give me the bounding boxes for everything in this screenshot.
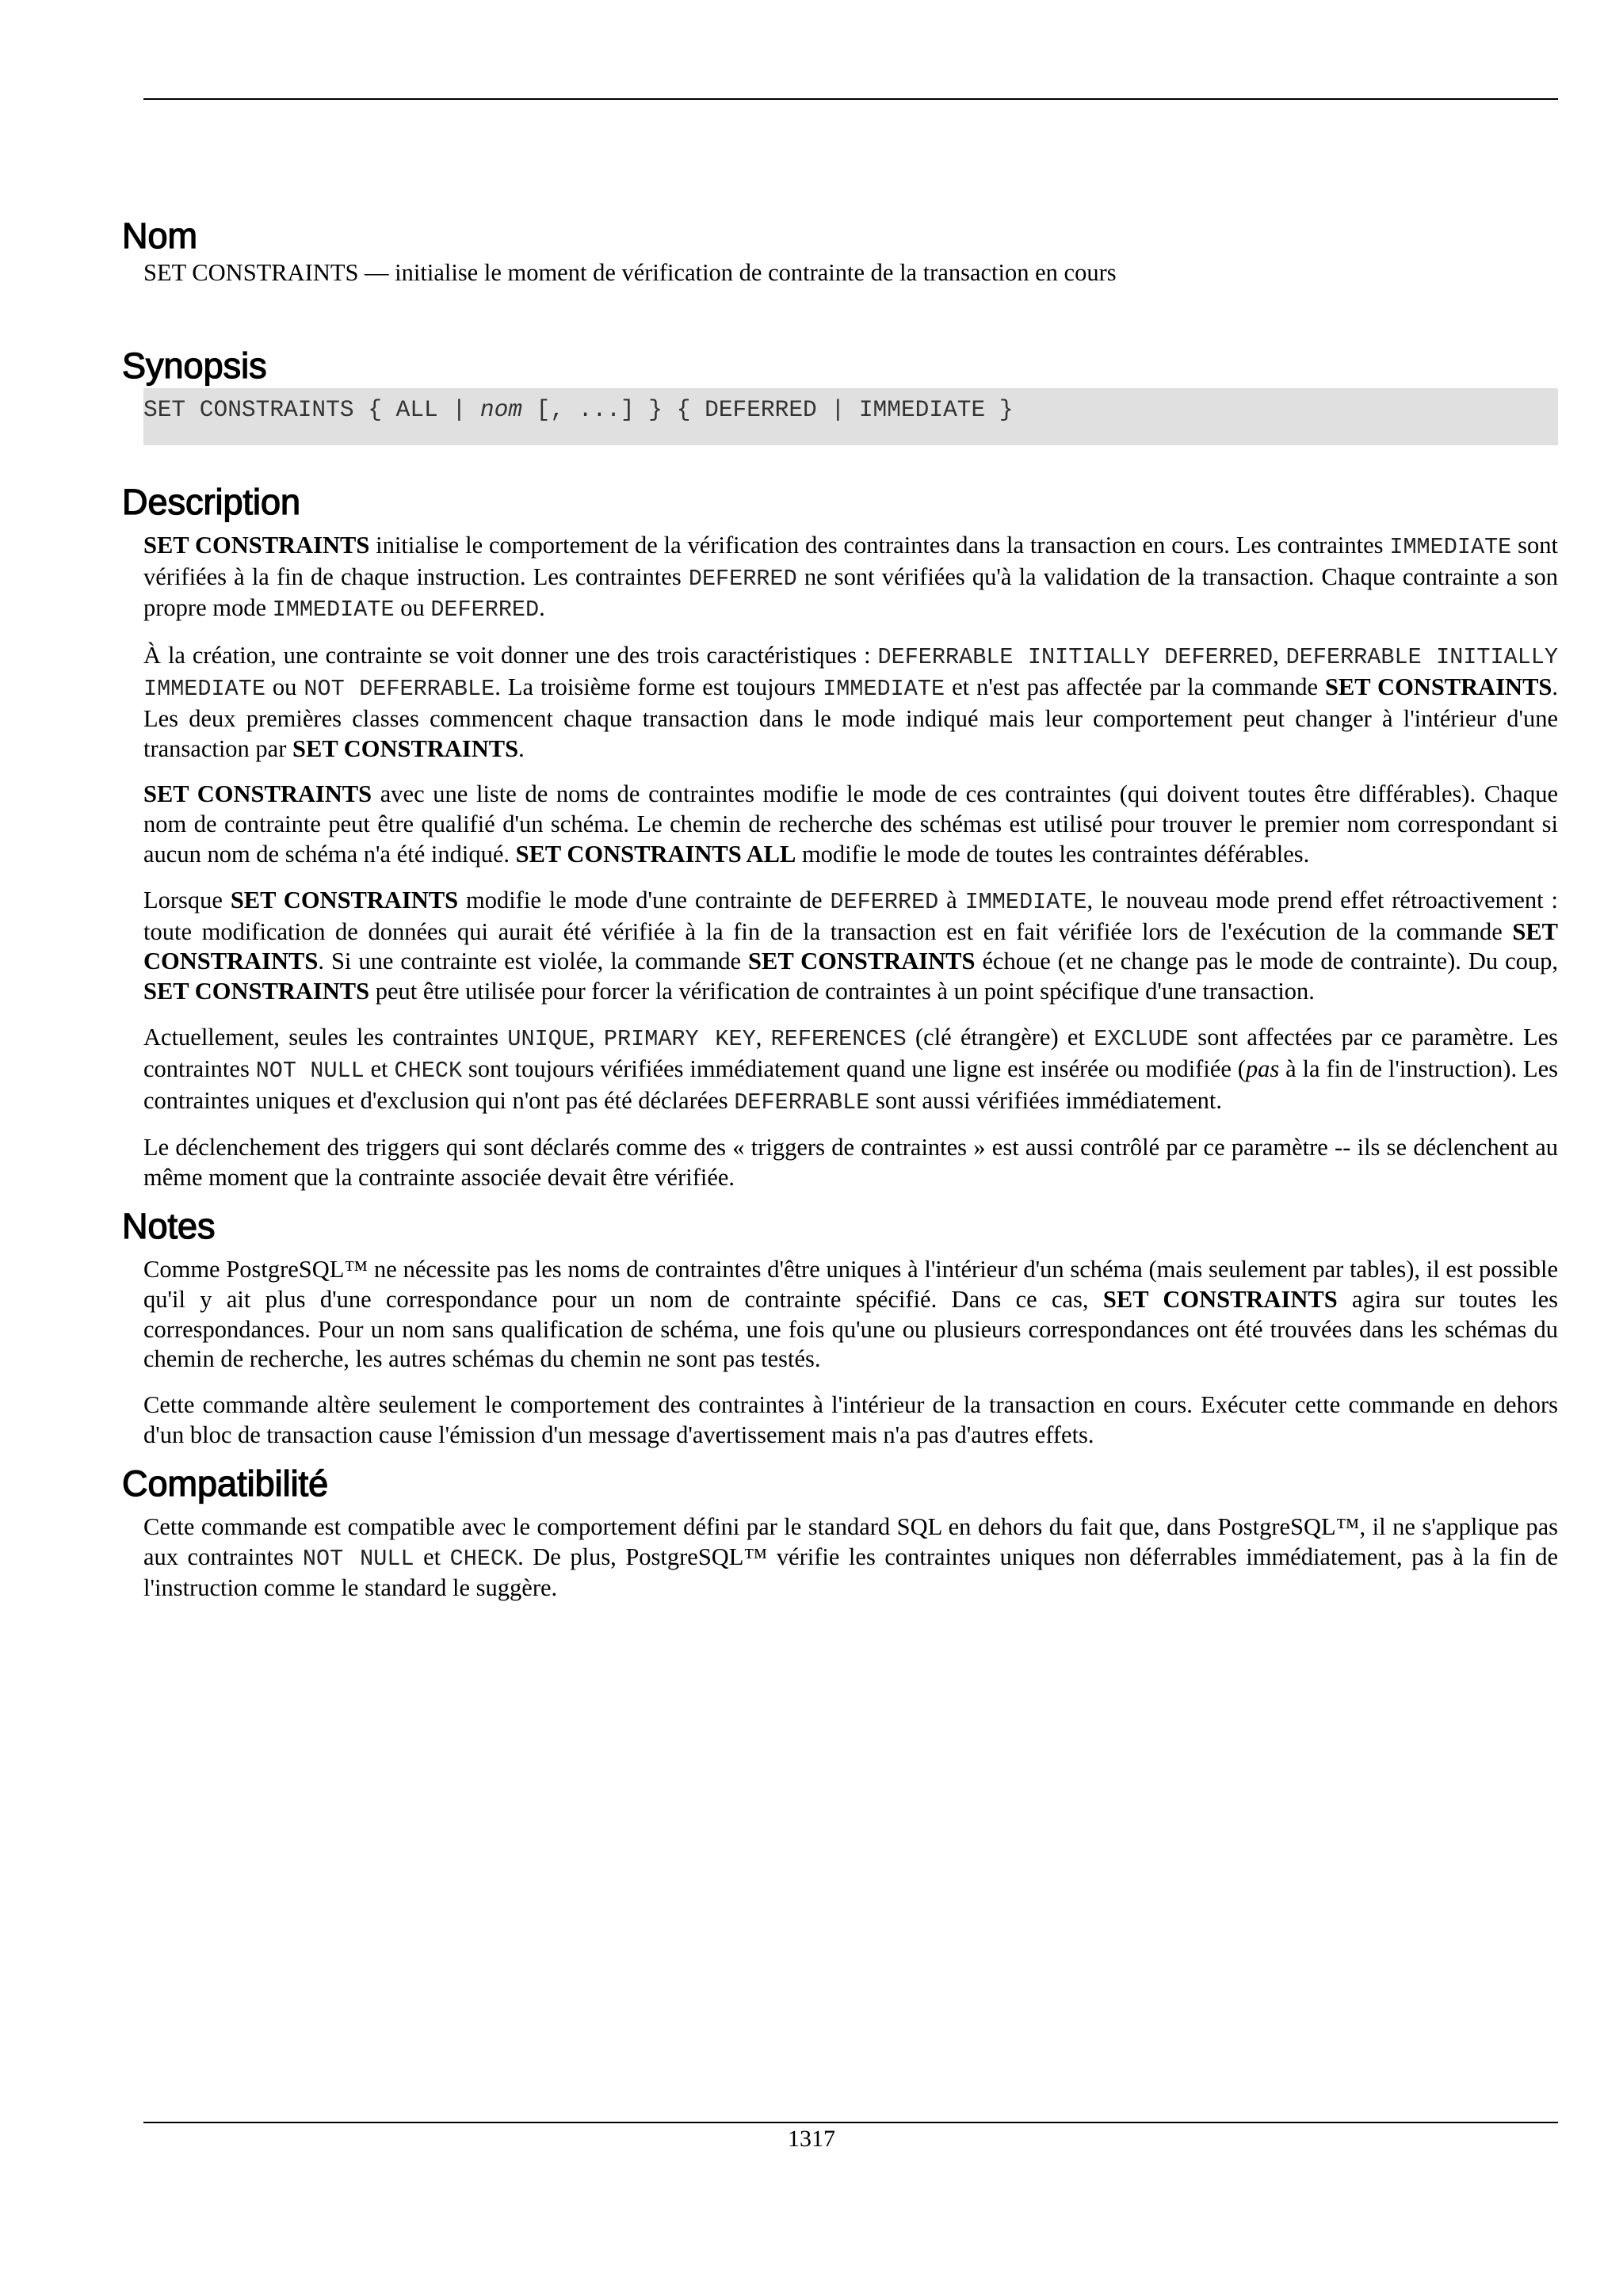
code-literal: CHECK <box>394 1057 463 1084</box>
text-run: . Les deux premières classes commencent chaque transaction dans le mode indiqué mais leur comportement peut changer à l'intérieur d'une transaction par <box>143 673 1559 762</box>
text-run: sont toujours vérifiées immédiatement quand une ligne est insérée ou modifiée ( <box>462 1055 1246 1082</box>
text-run: . La troisième forme est toujours <box>495 673 823 700</box>
notes-paragraph-1 <box>143 1255 1558 1375</box>
heading-description: Description <box>122 481 301 522</box>
text-run: ne sont vérifiées qu'à la validation de la transaction. Chaque contrainte a son propre mode <box>143 563 1558 622</box>
nom-text: SET CONSTRAINTS — initialise le moment de vérification de contrainte de la transaction en cours <box>143 259 1117 286</box>
code-literal: NOT NULL <box>302 1545 414 1572</box>
code-literal: DEFERRED <box>688 565 797 592</box>
text-run: (clé étrangère) et <box>906 1023 1094 1051</box>
text-run: modifie le mode de toutes les contraintes déférables. <box>796 840 1310 868</box>
header-rule <box>143 98 1558 100</box>
code-literal: REFERENCES <box>770 1025 907 1052</box>
cmd-name: SET CONSTRAINTS ALL <box>515 840 796 868</box>
text-run: échoue (et ne change pas le mode de contrainte). Du coup, <box>975 948 1559 975</box>
cmd-name: SET CONSTRAINTS <box>748 948 976 975</box>
text-run: et <box>364 1055 395 1082</box>
heading-nom: Nom <box>122 215 198 256</box>
code-literal: DEFERRED <box>830 888 939 915</box>
notes-paragraph-2: Cette commande altère seulement le comportement des contraintes à l'intérieur de la transaction en cours. Exécuter cette commande en dehors d'un bloc de transaction cause l'émission d'un message d'avertissement mais n'a pas d'autres effets. <box>143 1391 1558 1448</box>
heading-compatibility: Compatibilité <box>122 1463 329 1504</box>
description-paragraph-1 <box>143 531 1558 625</box>
text-run: Comme PostgreSQL™ ne nécessite pas les noms de contraintes d'être uniques à l'intérieur d'un schéma (mais seulement par tables), il est possible qu'il y ait plus d'une correspondance pour un nom de contrainte spécifié. Dans ce cas, <box>143 1255 1558 1313</box>
description-paragraph-3 <box>143 780 1558 869</box>
description-paragraph-4 <box>143 886 1558 1007</box>
code-literal: DEFERRABLE <box>734 1089 870 1116</box>
compat-paragraph-1 <box>143 1512 1558 1604</box>
text-run: Cette commande est compatible avec le comportement défini par le standard SQL en dehors du fait que, dans PostgreSQL™, il ne s'applique pas aux contraintes <box>143 1512 1558 1570</box>
code-literal: IMMEDIATE <box>964 888 1087 915</box>
cmd-name: SET CONSTRAINTS <box>143 978 370 1005</box>
cmd-name: SET CONSTRAINTS <box>292 734 519 762</box>
cmd-name: SET CONSTRAINTS <box>1324 673 1552 700</box>
page-number: 1317 <box>788 2126 835 2152</box>
text-run: avec une liste de noms de contraintes modifie le mode de ces contraintes (qui doivent toutes être différables). Chaque nom de contrainte peut être qualifié d'un schéma. Le chemin de recherche des schémas est utilisé pour trouver le premier nom correspondant si aucun nom de schéma n'a été indiqué. <box>143 780 1559 868</box>
code-literal: CHECK <box>449 1545 518 1572</box>
code-literal: DEFERRABLE INITIALLY IMMEDIATE <box>143 644 1559 702</box>
text-run: , <box>755 1023 771 1051</box>
synopsis-code-prefix: SET CONSTRAINTS { ALL | <box>143 395 480 423</box>
synopsis-code-block <box>143 388 1558 445</box>
text-run: modifie le mode d'une contrainte de <box>458 886 831 913</box>
text-run: . De plus, PostgreSQL™ vérifie les contraintes uniques non déferrables immédiatement, pas à la fin de l'instruction comme le standard le suggère. <box>143 1543 1558 1602</box>
cmd-name: SET CONSTRAINTS <box>143 917 1558 975</box>
text-run: . <box>518 734 525 762</box>
text-run: . <box>539 594 545 622</box>
cmd-name: SET CONSTRAINTS <box>143 780 372 808</box>
text-run: ou <box>394 594 431 622</box>
text-run: À la création, une contrainte se voit donner une des trois caractéristiques : <box>143 642 878 669</box>
text-run: . Si une contrainte est violée, la commande <box>318 948 749 975</box>
text-run: et <box>414 1543 450 1570</box>
page-content <box>122 214 1559 1604</box>
code-literal: DEFERRED <box>430 597 540 624</box>
code-literal: IMMEDIATE <box>1389 533 1512 560</box>
emphasis: pas <box>1245 1055 1280 1082</box>
text-run: ou <box>265 673 304 700</box>
code-literal: IMMEDIATE <box>272 597 395 624</box>
code-literal: PRIMARY KEY <box>603 1025 756 1052</box>
text-run: sont affectées par ce paramètre. Les contraintes <box>143 1023 1559 1082</box>
text-run: et n'est pas affectée par la commande <box>945 673 1325 700</box>
synopsis-code-suffix: [, ...] } { DEFERRED | IMMEDIATE } <box>521 395 1014 423</box>
synopsis-code-param: nom <box>479 395 522 423</box>
cmd-name: SET CONSTRAINTS <box>143 531 370 559</box>
code-literal: NOT DEFERRABLE <box>304 675 495 702</box>
code-literal: DEFERRABLE INITIALLY DEFERRED <box>877 644 1274 671</box>
code-literal: IMMEDIATE <box>823 675 945 702</box>
text-run: , <box>1273 642 1286 669</box>
text-run: à la fin de l'instruction). Les contraintes uniques et d'exclusion qui n'ont pas été déclarées <box>143 1055 1559 1114</box>
text-run: , <box>588 1023 604 1051</box>
description-paragraph-6: Le déclenchement des triggers qui sont déclarés comme des « triggers de contraintes » est aussi contrôlé par ce paramètre -- ils se déclenchent au même moment que la contrainte associée devait être vérifiée. <box>143 1134 1558 1192</box>
text-run: Lorsque <box>143 886 231 913</box>
text-run: initialise le comportement de la vérification des contraintes dans la transaction en cours. Les contraintes <box>369 531 1390 559</box>
description-paragraph-2 <box>143 641 1558 764</box>
heading-synopsis: Synopsis <box>122 345 267 386</box>
heading-notes: Notes <box>122 1205 216 1246</box>
text-run: , le nouveau mode prend effet rétroactivement : toute modification de données qui aurait été vérifiée à la fin de la transaction est en fait vérifiée lors de l'exécution de la commande <box>143 886 1558 945</box>
code-literal: NOT NULL <box>255 1057 365 1084</box>
description-paragraph-5 <box>143 1023 1558 1117</box>
code-literal: EXCLUDE <box>1094 1025 1189 1052</box>
text-run: Actuellement, seules les contraintes <box>143 1023 508 1051</box>
code-literal: UNIQUE <box>507 1025 589 1052</box>
cmd-name: SET CONSTRAINTS <box>1102 1285 1338 1313</box>
text-run: agira sur toutes les correspondances. Pour un nom sans qualification de schéma, une fois qu'une ou plusieurs correspondances ont été trouvées dans les schémas du chemin de recherche, les autres schémas du chemin ne sont pas testés. <box>143 1285 1559 1373</box>
text-run: sont vérifiées à la fin de chaque instruction. Les contraintes <box>143 531 1558 590</box>
text-run: à <box>938 886 965 913</box>
text-run: peut être utilisée pour forcer la vérification de contraintes à un point spécifique d'une transaction. <box>369 978 1315 1005</box>
text-run: sont aussi vérifiées immédiatement. <box>869 1086 1223 1114</box>
cmd-name: SET CONSTRAINTS <box>230 886 459 913</box>
